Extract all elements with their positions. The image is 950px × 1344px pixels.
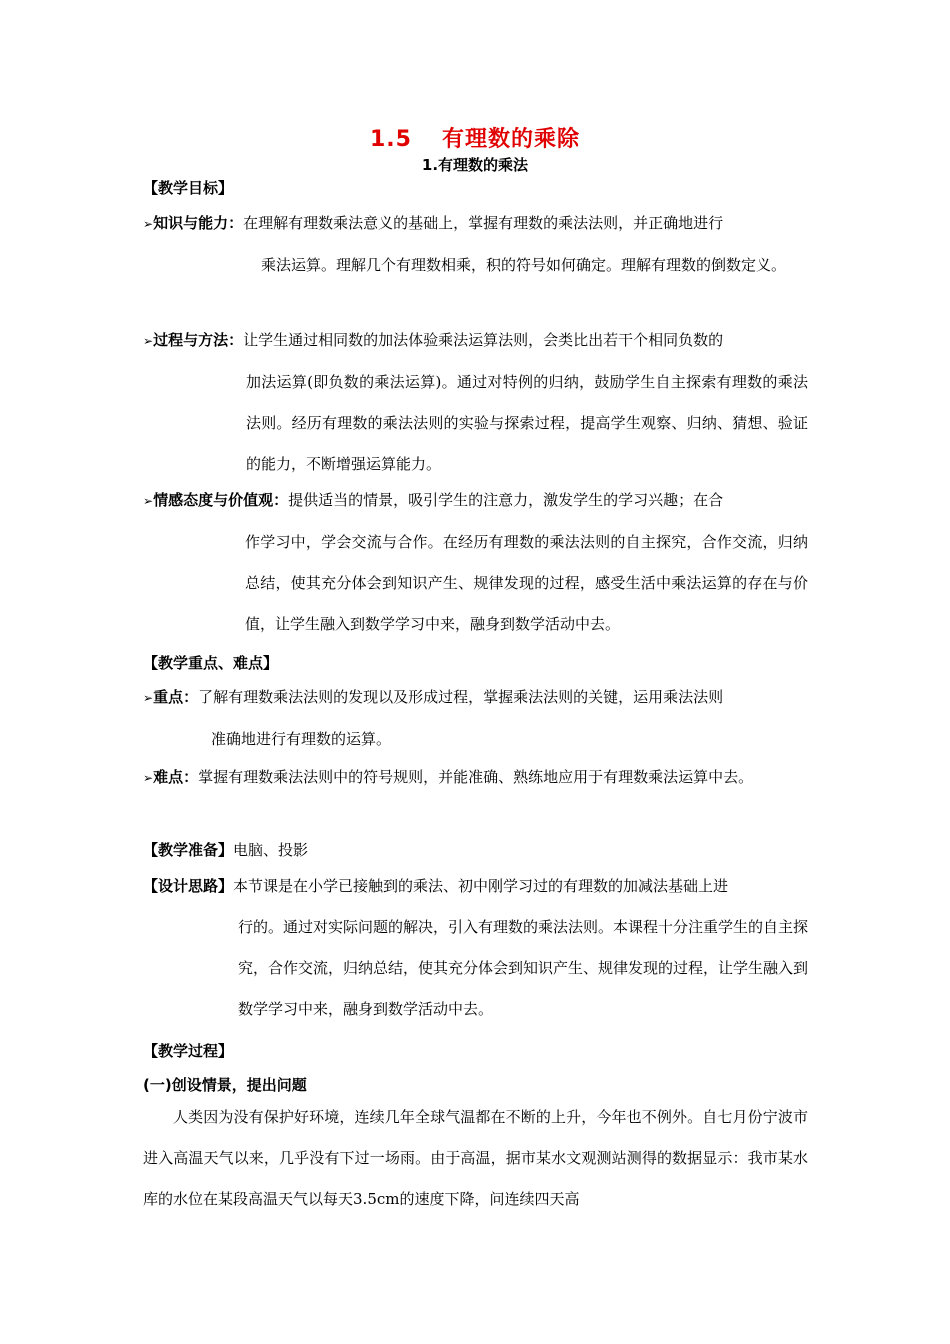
prep-label: 【教学准备】: [143, 841, 234, 859]
arrow-bullet-icon: ➢: [143, 691, 154, 705]
design-label: 【设计思路】: [143, 877, 234, 895]
difficult-item: [143, 757, 808, 799]
page-subtitle: 1.有理数的乘法: [421, 156, 529, 174]
knowledge-label: 知识与能力：: [153, 214, 244, 232]
page-title: [0, 122, 950, 153]
emotion-rest: 作学习中，学会交流与合作。在经历有理数的乘法法则的自主探究，合作交流，归纳总结，使其充分体会到知识产生、规律发现的过程，感受生活中乘法运算的存在与价值，让学生融入到数学学习中来，融身到数学活动中去。: [245, 533, 808, 633]
knowledge-item: [143, 203, 808, 286]
design-line1: 本节课是在小学已接触到的乘法、初中刚学习过的有理数的加减法基础上进: [233, 877, 729, 895]
key-item: [143, 677, 808, 760]
keypoints-heading: 【教学重点、难点】: [143, 654, 279, 672]
emotion-label: 情感态度与价值观：: [153, 491, 289, 509]
step1-paragraph: 人类因为没有保护好环境，连续几年全球气温都在不断的上升，今年也不例外。自七月份宁波市进入高温天气以来，几乎没有下过一场雨。由于高温，据市某水文观测站测得的数据显示：我市某水库的水位在某段高温天气以每天3.5cm的速度下降，问连续四天高: [143, 1108, 808, 1208]
step1-heading: (一)创设情景，提出问题: [143, 1076, 307, 1094]
prep-text: 电脑、投影: [233, 841, 309, 859]
arrow-bullet-icon: ➢: [143, 217, 154, 231]
objectives-heading: 【教学目标】: [143, 179, 234, 197]
arrow-bullet-icon: ➢: [143, 771, 154, 785]
process-rest: 加法运算(即负数的乘法运算)。通过对特例的归纳，鼓励学生自主探索有理数的乘法法则。经历有理数的乘法法则的实验与探索过程，提高学生观察、归纳、猜想、验证的能力，不断增强运算能力。: [246, 373, 808, 473]
process-item: [143, 320, 808, 485]
knowledge-rest: 乘法运算。理解几个有理数相乘，积的符号如何确定。理解有理数的倒数定义。: [261, 256, 787, 274]
process-line1: 让学生通过相同数的加法体验乘法运算法则，会类比出若干个相同负数的: [243, 331, 724, 349]
key-rest: 准确地进行有理数的运算。: [211, 730, 392, 748]
process-label: 过程与方法：: [153, 331, 244, 349]
arrow-bullet-icon: ➢: [143, 494, 154, 508]
knowledge-line1: 在理解有理数乘法意义的基础上，掌握有理数的乘法法则，并正确地进行: [243, 214, 724, 232]
emotion-item: [143, 480, 808, 645]
design-rest: 行的。通过对实际问题的解决，引入有理数的乘法法则。本课程十分注重学生的自主探究，合作交流，归纳总结，使其充分体会到知识产生、规律发现的过程，让学生融入到数学学习中来，融身到数学活动中去。: [238, 918, 809, 1018]
key-label: 重点：: [153, 688, 199, 706]
key-line1: 了解有理数乘法法则的发现以及形成过程，掌握乘法法则的关键，运用乘法法则: [198, 688, 724, 706]
design-item: [143, 866, 808, 1030]
title-text: 有理数的乘除: [441, 127, 580, 152]
prep-item: [143, 830, 808, 871]
difficult-text: 掌握有理数乘法法则中的符号规则，并能准确、熟练地应用于有理数乘法运算中去。: [198, 768, 754, 786]
emotion-line1: 提供适当的情景，吸引学生的注意力，激发学生的学习兴趣；在合: [288, 491, 724, 509]
arrow-bullet-icon: ➢: [143, 334, 154, 348]
difficult-label: 难点：: [153, 768, 199, 786]
process-heading: 【教学过程】: [143, 1042, 234, 1060]
title-number: 1.5: [370, 127, 412, 152]
